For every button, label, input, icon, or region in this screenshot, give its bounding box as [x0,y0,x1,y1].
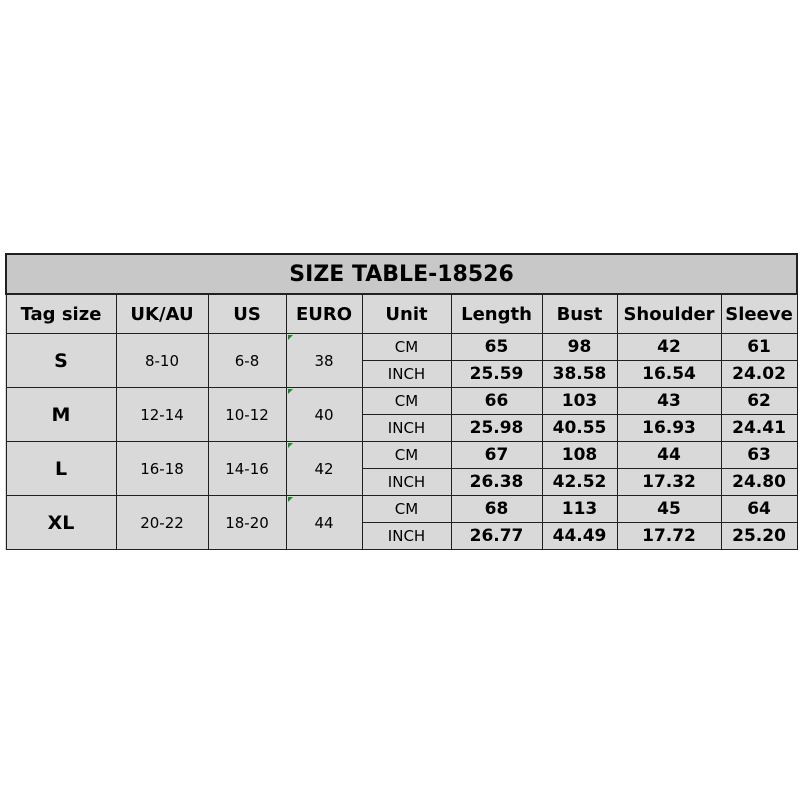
bust-cell: 108 [542,442,617,469]
length-cell: 68 [451,496,542,523]
euro-cell: 44 [286,496,362,550]
unit-cell: CM [362,388,451,415]
shoulder-cell: 17.72 [617,523,721,550]
unit-cell: INCH [362,415,451,442]
length-cell: 66 [451,388,542,415]
column-header-euro: EURO [286,294,362,334]
euro-cell: 40 [286,388,362,442]
header-row [6,294,797,334]
us-cell: 10-12 [208,388,286,442]
shoulder-cell: 17.32 [617,469,721,496]
sleeve-cell: 61 [721,334,797,361]
size-label: XL [6,496,116,550]
column-header-bust: Bust [542,294,617,334]
sleeve-cell: 64 [721,496,797,523]
uk-au-cell: 16-18 [116,442,208,496]
uk-au-cell: 12-14 [116,388,208,442]
column-header-us: US [208,294,286,334]
column-header-sleeve: Sleeve [721,294,797,334]
length-cell: 25.59 [451,361,542,388]
table-title: SIZE TABLE-18526 [6,254,797,294]
unit-cell: CM [362,496,451,523]
unit-cell: INCH [362,523,451,550]
table-row-cm [6,496,797,523]
euro-cell: 42 [286,442,362,496]
sleeve-cell: 25.20 [721,523,797,550]
shoulder-cell: 43 [617,388,721,415]
sleeve-cell: 24.02 [721,361,797,388]
length-cell: 25.98 [451,415,542,442]
sleeve-cell: 24.41 [721,415,797,442]
sleeve-cell: 62 [721,388,797,415]
unit-cell: INCH [362,361,451,388]
sleeve-cell: 24.80 [721,469,797,496]
uk-au-cell: 20-22 [116,496,208,550]
column-header-shoulder: Shoulder [617,294,721,334]
size-table [5,253,798,550]
euro-cell: 38 [286,334,362,388]
length-cell: 26.77 [451,523,542,550]
bust-cell: 98 [542,334,617,361]
length-cell: 65 [451,334,542,361]
length-cell: 26.38 [451,469,542,496]
sleeve-cell: 63 [721,442,797,469]
bust-cell: 44.49 [542,523,617,550]
us-cell: 14-16 [208,442,286,496]
bust-cell: 38.58 [542,361,617,388]
table-row-cm [6,334,797,361]
bust-cell: 42.52 [542,469,617,496]
shoulder-cell: 16.93 [617,415,721,442]
unit-cell: INCH [362,469,451,496]
length-cell: 67 [451,442,542,469]
table-row-cm [6,442,797,469]
size-label: L [6,442,116,496]
size-label: M [6,388,116,442]
bust-cell: 113 [542,496,617,523]
us-cell: 6-8 [208,334,286,388]
column-header-tag-size: Tag size [6,294,116,334]
size-label: S [6,334,116,388]
unit-cell: CM [362,442,451,469]
shoulder-cell: 45 [617,496,721,523]
bust-cell: 40.55 [542,415,617,442]
shoulder-cell: 42 [617,334,721,361]
column-header-length: Length [451,294,542,334]
shoulder-cell: 44 [617,442,721,469]
title-row [6,254,797,294]
column-header-unit: Unit [362,294,451,334]
unit-cell: CM [362,334,451,361]
shoulder-cell: 16.54 [617,361,721,388]
bust-cell: 103 [542,388,617,415]
us-cell: 18-20 [208,496,286,550]
table-row-cm [6,388,797,415]
uk-au-cell: 8-10 [116,334,208,388]
column-header-uk-au: UK/AU [116,294,208,334]
